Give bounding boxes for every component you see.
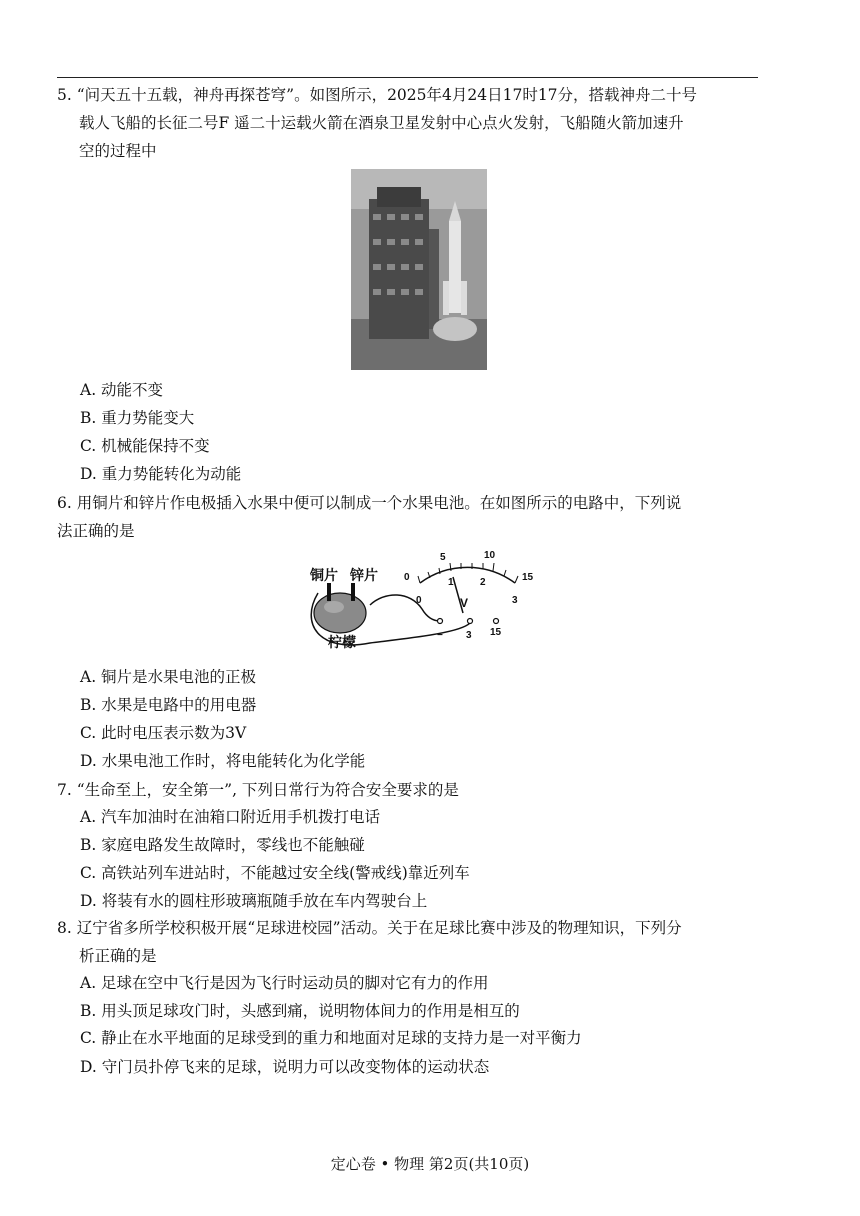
terminal-15-label: 15 — [490, 627, 502, 638]
lemon-label: 柠檬 — [328, 634, 356, 650]
question-5-stem — [57, 81, 762, 165]
q6-option-d: D. 水果电池工作时，将电能转化为化学能 — [80, 752, 366, 770]
lower-scale-2: 2 — [480, 577, 486, 588]
terminal-negative — [438, 619, 443, 624]
zinc-electrode — [351, 583, 355, 601]
terminal-3-label: 3 — [466, 630, 472, 641]
lemon-highlight — [324, 601, 344, 613]
fruit-battery-circuit-figure — [300, 543, 545, 658]
q5-option-c: C. 机械能保持不变 — [80, 437, 210, 455]
terminal-15 — [494, 619, 499, 624]
terminal-negative-label: − — [437, 630, 443, 641]
question-8-line-1: 8. 辽宁省多所学校积极开展“足球进校园”活动。关于在足球比赛中涉及的物理知识，下列分 — [57, 919, 682, 937]
upper-scale-15: 15 — [522, 572, 534, 583]
header-rule — [57, 77, 758, 78]
q5-option-d: D. 重力势能转化为动能 — [80, 465, 242, 483]
q7-option-d: D. 将装有水的圆柱形玻璃瓶随手放在车内驾驶台上 — [80, 892, 428, 910]
wire-zinc — [370, 595, 440, 621]
q7-option-c: C. 高铁站列车进站时，不能越过安全线(警戒线)靠近列车 — [80, 864, 470, 882]
question-7-stem — [57, 776, 762, 804]
q7-option-b: B. 家庭电路发生故障时，零线也不能触碰 — [80, 836, 365, 854]
lower-scale-3: 3 — [512, 595, 518, 606]
question-5-line-3: 空的过程中 — [79, 142, 157, 160]
question-5-line-1: 5. “问天五十五载，神舟再探苍穹”。如图所示，2025年4月24日17时17分，搭载神舟二十号 — [57, 86, 698, 104]
lower-scale-1: 1 — [448, 577, 454, 588]
q8-option-b: B. 用头顶足球攻门时，头感到痛，说明物体间力的作用是相互的 — [80, 1002, 520, 1020]
question-6-line-2: 法正确的是 — [57, 522, 135, 540]
upper-scale-0: 0 — [404, 572, 410, 583]
lower-scale-0: 0 — [416, 595, 422, 606]
q8-option-d: D. 守门员扑停飞来的足球，说明力可以改变物体的运动状态 — [80, 1058, 490, 1076]
q8-option-c: C. 静止在水平地面的足球受到的重力和地面对足球的支持力是一对平衡力 — [80, 1029, 582, 1047]
question-6-line-1: 6. 用铜片和锌片作电极插入水果中便可以制成一个水果电池。在如图所示的电路中，下列说 — [57, 494, 682, 512]
copper-label: 铜片 — [310, 567, 338, 583]
q5-option-b: B. 重力势能变大 — [80, 409, 195, 427]
rocket-launch-photo — [351, 169, 487, 370]
meter-arc — [420, 567, 515, 583]
q7-option-a: A. 汽车加油时在油箱口附近用手机拨打电话 — [80, 808, 381, 826]
upper-scale-5: 5 — [440, 552, 446, 563]
q5-option-a: A. 动能不变 — [80, 381, 164, 399]
question-5-line-2: 载人飞船的长征二号F 遥二十运载火箭在酒泉卫星发射中心点火发射，飞船随火箭加速升 — [79, 114, 684, 132]
question-7-line-1: 7. “生命至上，安全第一”, 下列日常行为符合安全要求的是 — [57, 781, 459, 799]
voltmeter-symbol: V — [460, 596, 469, 610]
page-footer: 定心卷 • 物理 第2页(共10页) — [330, 1155, 530, 1173]
zinc-label: 锌片 — [350, 567, 378, 583]
q8-option-a: A. 足球在空中飞行是因为飞行时运动员的脚对它有力的作用 — [80, 974, 489, 992]
q6-option-c: C. 此时电压表示数为3V — [80, 724, 247, 742]
question-6-stem — [57, 489, 762, 545]
lemon — [314, 593, 366, 633]
q6-option-b: B. 水果是电路中的用电器 — [80, 696, 257, 714]
q6-option-a: A. 铜片是水果电池的正极 — [80, 668, 257, 686]
copper-electrode — [327, 583, 331, 601]
question-8-line-2: 析正确的是 — [79, 947, 157, 965]
terminal-3 — [468, 619, 473, 624]
question-8-stem — [57, 914, 762, 970]
upper-scale-10: 10 — [484, 550, 496, 561]
